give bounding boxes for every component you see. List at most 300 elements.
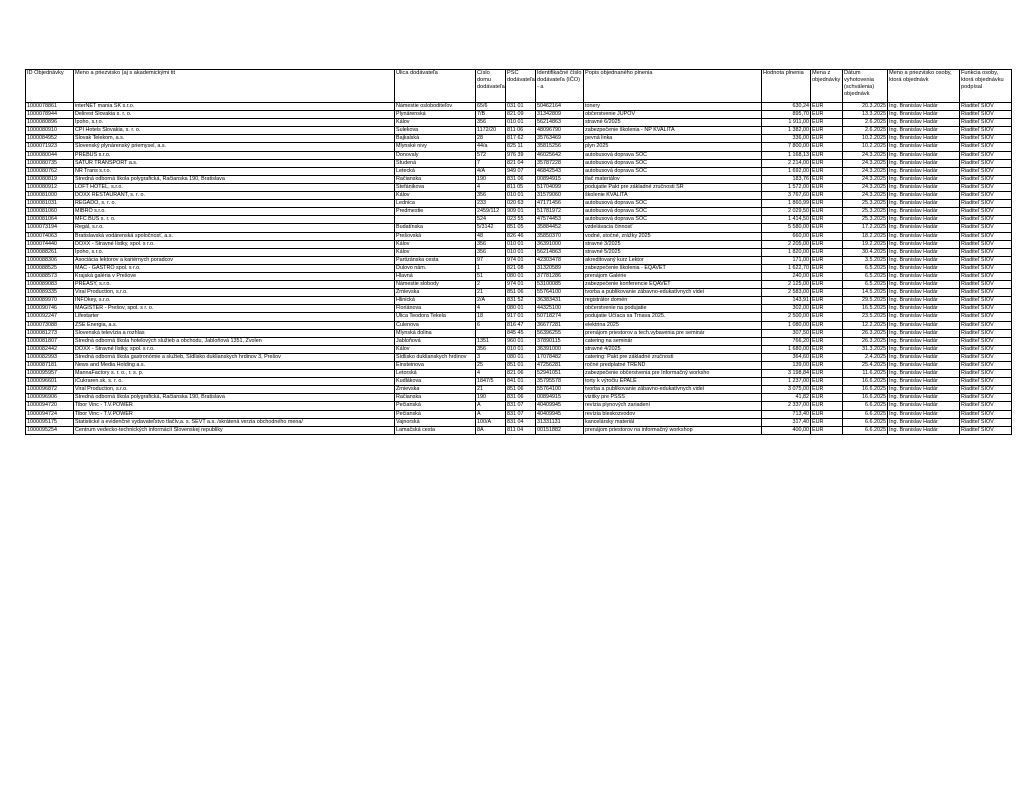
- table-cell: 55764100: [536, 289, 584, 297]
- table-cell: 44/a: [476, 143, 506, 151]
- table-cell: 1000082442: [26, 345, 74, 353]
- table-row: [26, 378, 1012, 386]
- table-cell: Riaditeľ ŠIOV: [960, 103, 1012, 111]
- table-cell: 356: [476, 240, 506, 248]
- table-cell: 1 692,00: [762, 167, 811, 175]
- table-cell: Ing. Branislav Hadár: [888, 192, 960, 200]
- table-cell: 307,50: [762, 329, 811, 337]
- table-cell: 023 55: [506, 216, 536, 224]
- table-cell: 895,70: [762, 111, 811, 119]
- table-cell: vodné, stočné, zrážky 2025: [584, 232, 762, 240]
- table-cell: Ing. Branislav Hadár: [888, 200, 960, 208]
- table-row: [26, 127, 1012, 135]
- table-cell: 1 860,99: [762, 200, 811, 208]
- table-cell: [395, 216, 476, 224]
- table-cell: EUR: [811, 135, 843, 143]
- table-cell: torty k výročiu EPALE: [584, 378, 762, 386]
- table-cell: 317,40: [762, 418, 811, 426]
- table-row: [26, 418, 1012, 426]
- column-header: Mena z objednávky: [811, 70, 843, 103]
- table-cell: EUR: [811, 159, 843, 167]
- table-cell: občerstvenie JUPOV: [584, 111, 762, 119]
- table-cell: EUR: [811, 183, 843, 191]
- table-cell: revízia plynových zariadení: [584, 402, 762, 410]
- table-cell: stravné 5/2025: [584, 248, 762, 256]
- table-cell: revízia bleskozvodov: [584, 410, 762, 418]
- table-cell: 4/A: [476, 167, 506, 175]
- table-row: [26, 345, 1012, 353]
- table-cell: Riaditeľ ŠIOV: [960, 394, 1012, 402]
- table-cell: 1 572,00: [762, 183, 811, 191]
- table-cell: 1000089083: [26, 281, 74, 289]
- table-cell: [476, 329, 506, 337]
- table-row: [26, 135, 1012, 143]
- column-header: Dátum vyhotovenia (schválenia) objednávk: [843, 70, 888, 103]
- table-cell: 851 06: [506, 386, 536, 394]
- table-cell: Riaditeľ ŠIOV: [960, 127, 1012, 135]
- table-cell: 1000081064: [26, 216, 74, 224]
- table-cell: 821 06: [506, 370, 536, 378]
- table-cell: EUR: [811, 370, 843, 378]
- table-cell: pevná linka: [584, 135, 762, 143]
- table-cell: PREBUS s.r.o.: [74, 151, 395, 159]
- table-cell: Ing. Branislav Hadár: [888, 127, 960, 135]
- table-cell: 56214863: [536, 248, 584, 256]
- table-cell: 713,40: [762, 410, 811, 418]
- table-cell: EUR: [811, 167, 843, 175]
- table-cell: 35787228: [536, 159, 584, 167]
- table-cell: 233: [476, 200, 506, 208]
- table-cell: 080 01: [506, 305, 536, 313]
- table-cell: 831 06: [506, 394, 536, 402]
- table-cell: 48: [476, 232, 506, 240]
- table-row: [26, 289, 1012, 297]
- table-cell: 5/3142: [476, 224, 506, 232]
- table-row: [26, 240, 1012, 248]
- table-cell: EUR: [811, 240, 843, 248]
- table-cell: REGADO, s. r. o.: [74, 200, 395, 208]
- table-cell: Ulica Teodora Tekela: [395, 313, 476, 321]
- table-cell: Riaditeľ ŠIOV: [960, 321, 1012, 329]
- table-cell: 1000081060: [26, 208, 74, 216]
- table-cell: 11.6.2025: [843, 370, 888, 378]
- table-cell: 190: [476, 175, 506, 183]
- header-row: [26, 70, 1012, 103]
- table-cell: Ing. Branislav Hadár: [888, 297, 960, 305]
- table-cell: 974 01: [506, 256, 536, 264]
- table-row: [26, 200, 1012, 208]
- table-cell: 16.6.2025: [843, 386, 888, 394]
- table-cell: MAGISTER - Prešov, spol. s r. o.: [74, 305, 395, 313]
- table-cell: 010 01: [506, 192, 536, 200]
- table-cell: Ipoho, s.r.o.: [74, 248, 395, 256]
- table-cell: Šulekova: [395, 127, 476, 135]
- table-cell: 25.3.2025: [843, 216, 888, 224]
- table-cell: EUR: [811, 143, 843, 151]
- orders-table: [25, 69, 1012, 435]
- table-cell: tonery: [584, 103, 762, 111]
- table-cell: Riaditeľ ŠIOV: [960, 216, 1012, 224]
- table-cell: 2 125,00: [762, 281, 811, 289]
- table-cell: 2 205,00: [762, 240, 811, 248]
- table-cell: Centrum vedecko-technických informácií Slovenskej republiky: [74, 426, 395, 434]
- table-cell: vizitky pre PŠSS: [584, 394, 762, 402]
- table-cell: 821 04: [506, 159, 536, 167]
- table-cell: Ing. Branislav Hadár: [888, 167, 960, 175]
- column-header: Ulica dodávateľa: [395, 70, 476, 103]
- table-cell: Riaditeľ ŠIOV: [960, 418, 1012, 426]
- table-row: [26, 256, 1012, 264]
- table-cell: 1 680,00: [762, 345, 811, 353]
- table-cell: EUR: [811, 127, 843, 135]
- table-cell: 17.2.2025: [843, 224, 888, 232]
- table-cell: 31320589: [536, 264, 584, 272]
- table-cell: 1000081273: [26, 329, 74, 337]
- table-cell: PREASY, s.r.o.: [74, 281, 395, 289]
- table-cell: 845 45: [506, 329, 536, 337]
- table-cell: 1000073194: [26, 224, 74, 232]
- table-cell: 1000081000: [26, 192, 74, 200]
- table-cell: 010 01: [506, 240, 536, 248]
- table-cell: Mlynské nivy: [395, 143, 476, 151]
- table-cell: Krajská galéria v Prešove: [74, 272, 395, 280]
- table-cell: 1000071923: [26, 143, 74, 151]
- table-cell: Ing. Branislav Hadár: [888, 216, 960, 224]
- table-cell: Kálov: [395, 248, 476, 256]
- table-cell: Ing. Branislav Hadár: [888, 418, 960, 426]
- table-cell: 811 04: [506, 426, 536, 434]
- table-cell: Riaditeľ ŠIOV: [960, 143, 1012, 151]
- table-cell: 56396255: [536, 329, 584, 337]
- table-cell: Riaditeľ ŠIOV: [960, 272, 1012, 280]
- table-cell: Letorská: [395, 370, 476, 378]
- table-cell: Ing. Branislav Hadár: [888, 111, 960, 119]
- table-cell: 1 168,13: [762, 151, 811, 159]
- table-cell: tlač materiálov: [584, 175, 762, 183]
- table-cell: 4: [476, 305, 506, 313]
- table-cell: Pečianská: [395, 402, 476, 410]
- table-cell: INFOkey, s.r.o.: [74, 297, 395, 305]
- table-row: [26, 167, 1012, 175]
- column-header: Hodnota plnenia: [762, 70, 811, 103]
- table-cell: EUR: [811, 208, 843, 216]
- table-cell: 6.5.2025: [843, 264, 888, 272]
- table-cell: 3 198,84: [762, 370, 811, 378]
- table-cell: 1000095175: [26, 418, 74, 426]
- table-cell: Donovaly: [395, 151, 476, 159]
- table-cell: Vajnorská: [395, 418, 476, 426]
- table-cell: Riaditeľ ŠIOV: [960, 119, 1012, 127]
- table-cell: Viral Production, s.r.o.: [74, 386, 395, 394]
- table-cell: 55764100: [536, 386, 584, 394]
- table-cell: 1000095254: [26, 426, 74, 434]
- table-cell: 190: [476, 394, 506, 402]
- table-row: [26, 119, 1012, 127]
- table-cell: 1000094720: [26, 402, 74, 410]
- table-cell: CPI Hotels Slovakia, s. r. o.: [74, 127, 395, 135]
- table-cell: Štefánikova: [395, 183, 476, 191]
- table-cell: 20.3.2025: [843, 103, 888, 111]
- table-cell: interNET mania SK s.r.o.: [74, 103, 395, 111]
- table-cell: 356: [476, 119, 506, 127]
- table-cell: Račianska: [395, 394, 476, 402]
- table-cell: EUR: [811, 402, 843, 410]
- table-cell: catering: Pakt pre základné zručnosti: [584, 353, 762, 361]
- table-row: [26, 103, 1012, 111]
- table-cell: Štatistické a evidenčné vydavateľstvo tlačív,a. s. ŠEVT a.s. /skrátená verzia obchodného mena/: [74, 418, 395, 426]
- table-cell: 831 52: [506, 297, 536, 305]
- table-cell: Ing. Branislav Hadár: [888, 256, 960, 264]
- table-cell: EUR: [811, 224, 843, 232]
- table-cell: 826 46: [506, 232, 536, 240]
- table-cell: 25.3.2025: [843, 200, 888, 208]
- table-cell: 37781286: [536, 272, 584, 280]
- table-cell: Ing. Branislav Hadár: [888, 345, 960, 353]
- table-cell: 2: [476, 281, 506, 289]
- table-cell: EUR: [811, 232, 843, 240]
- table-cell: 26.3.2025: [843, 329, 888, 337]
- table-cell: EUR: [811, 111, 843, 119]
- table-row: [26, 208, 1012, 216]
- table-cell: 50462164: [536, 103, 584, 111]
- table-cell: Asociácia lektorov a kariérnych poradcov: [74, 256, 395, 264]
- table-cell: 35795578: [536, 378, 584, 386]
- table-cell: 21: [476, 289, 506, 297]
- table-cell: News and Media Holding a.s.: [74, 362, 395, 370]
- table-cell: EUR: [811, 256, 843, 264]
- table-cell: 16.6.2025: [843, 394, 888, 402]
- table-cell: zabezpečenie konferencie EQAVET: [584, 281, 762, 289]
- table-cell: 010 01: [506, 345, 536, 353]
- table-cell: 909 01: [506, 208, 536, 216]
- table-cell: 41,82: [762, 394, 811, 402]
- table-cell: 825 11: [506, 143, 536, 151]
- table-cell: Riaditeľ ŠIOV: [960, 175, 1012, 183]
- table-cell: 46025642: [536, 151, 584, 159]
- table-cell: 40409945: [536, 410, 584, 418]
- table-cell: 1000095957: [26, 370, 74, 378]
- table-cell: 1000080735: [26, 159, 74, 167]
- table-cell: EUR: [811, 362, 843, 370]
- table-row: [26, 386, 1012, 394]
- table-cell: 1000081807: [26, 337, 74, 345]
- table-cell: Hlinická: [395, 297, 476, 305]
- table-cell: Mlynská dolina: [395, 329, 476, 337]
- table-cell: EUR: [811, 192, 843, 200]
- table-cell: 97: [476, 256, 506, 264]
- table-cell: prenájom priestorov na informačný workshop: [584, 426, 762, 434]
- table-cell: 572: [476, 151, 506, 159]
- table-cell: 6.6.2025: [843, 402, 888, 410]
- table-cell: EUR: [811, 151, 843, 159]
- table-cell: Stredná odborná škola polygrafická, Račianska 190, Bratislava: [74, 175, 395, 183]
- table-cell: prenájom Galérie: [584, 272, 762, 280]
- column-header: Meno a priezvisko osoby, ktorá objednávk: [888, 70, 960, 103]
- table-cell: 35815256: [536, 143, 584, 151]
- table-cell: Floriánova: [395, 305, 476, 313]
- table-cell: 6.6.2025: [843, 426, 888, 434]
- table-cell: 23.5.2025: [843, 313, 888, 321]
- table-cell: 1000088525: [26, 264, 74, 272]
- table-cell: Ing. Branislav Hadár: [888, 313, 960, 321]
- table-cell: Ing. Branislav Hadár: [888, 135, 960, 143]
- table-cell: 1000080762: [26, 167, 74, 175]
- table-cell: 7/B: [476, 111, 506, 119]
- table-cell: Riaditeľ ŠIOV: [960, 345, 1012, 353]
- table-cell: Riaditeľ ŠIOV: [960, 111, 1012, 119]
- table-cell: 18.2.2025: [843, 232, 888, 240]
- table-cell: Einsteinova: [395, 362, 476, 370]
- table-row: [26, 143, 1012, 151]
- table-cell: 1351: [476, 337, 506, 345]
- table-cell: stravné 6/2025: [584, 119, 762, 127]
- table-cell: Budatínska: [395, 224, 476, 232]
- table-cell: Riaditeľ ŠIOV: [960, 224, 1012, 232]
- table-cell: 1000096601: [26, 378, 74, 386]
- table-cell: EUR: [811, 272, 843, 280]
- table-cell: 1 911,00: [762, 119, 811, 127]
- table-cell: 2.4.2025: [843, 353, 888, 361]
- table-cell: 31342809: [536, 111, 584, 119]
- table-cell: Ing. Branislav Hadár: [888, 240, 960, 248]
- table-row: [26, 337, 1012, 345]
- table-cell: 16.6.2025: [843, 378, 888, 386]
- table-cell: Ing. Branislav Hadár: [888, 248, 960, 256]
- table-cell: Riaditeľ ŠIOV: [960, 281, 1012, 289]
- table-cell: EUR: [811, 281, 843, 289]
- table-cell: stravné 4/2025: [584, 345, 762, 353]
- table-cell: 630,24: [762, 103, 811, 111]
- table-cell: 8A: [476, 426, 506, 434]
- table-cell: 4: [476, 370, 506, 378]
- table-cell: Lamačská cesta: [395, 426, 476, 434]
- table-cell: 1000092247: [26, 313, 74, 321]
- table-cell: 1000080910: [26, 127, 74, 135]
- table-cell: 4: [476, 183, 506, 191]
- table-cell: Slovenská televízia a rozhlas: [74, 329, 395, 337]
- table-cell: NR Trans s.r.o.: [74, 167, 395, 175]
- table-cell: EUR: [811, 418, 843, 426]
- table-cell: Riaditeľ ŠIOV: [960, 232, 1012, 240]
- table-row: [26, 329, 1012, 337]
- table-row: [26, 426, 1012, 434]
- table-cell: 811 06: [506, 127, 536, 135]
- table-row: [26, 192, 1012, 200]
- table-cell: 6.6.2025: [843, 418, 888, 426]
- table-row: [26, 151, 1012, 159]
- table-cell: 40409945: [536, 402, 584, 410]
- table-cell: 31579060: [536, 192, 584, 200]
- table-row: [26, 321, 1012, 329]
- table-cell: školenie KVALITA: [584, 192, 762, 200]
- table-cell: MannaFactory s. r. o., r. s. p.: [74, 370, 395, 378]
- table-row: [26, 353, 1012, 361]
- table-row: [26, 232, 1012, 240]
- table-cell: 1 080,00: [762, 321, 811, 329]
- table-cell: registrátor domén: [584, 297, 762, 305]
- table-cell: Riaditeľ ŠIOV: [960, 264, 1012, 272]
- table-cell: 1000088261: [26, 248, 74, 256]
- table-cell: Plynárenská: [395, 111, 476, 119]
- table-cell: EUR: [811, 345, 843, 353]
- table-cell: 2 029,50: [762, 208, 811, 216]
- table-cell: A: [476, 402, 506, 410]
- table-cell: Ing. Branislav Hadár: [888, 329, 960, 337]
- table-cell: EUR: [811, 410, 843, 418]
- table-cell: Čulenova: [395, 321, 476, 329]
- table-cell: Pečianská: [395, 410, 476, 418]
- table-cell: ZSE Energia, a.s.: [74, 321, 395, 329]
- table-cell: 46842543: [536, 167, 584, 175]
- table-cell: Riaditeľ ŠIOV: [960, 313, 1012, 321]
- table-cell: 524: [476, 216, 506, 224]
- table-cell: tvorba a publikovanie zábavno-edukatívnych videí: [584, 289, 762, 297]
- table-cell: 1000090746: [26, 305, 74, 313]
- table-row: [26, 224, 1012, 232]
- table-cell: 020 63: [506, 200, 536, 208]
- table-cell: 10.2.2025: [843, 143, 888, 151]
- table-cell: ročné predplatné TREND: [584, 362, 762, 370]
- table-cell: Slovak Telekom, a.s.: [74, 135, 395, 143]
- table-cell: 143,91: [762, 297, 811, 305]
- table-cell: zabezpečenie občerstvenia pre Informačný worksho: [584, 370, 762, 378]
- table-cell: Riaditeľ ŠIOV: [960, 248, 1012, 256]
- table-cell: 14.5.2025: [843, 289, 888, 297]
- table-cell: 1 382,00: [762, 127, 811, 135]
- table-cell: Riaditeľ ŠIOV: [960, 426, 1012, 434]
- table-cell: EUR: [811, 297, 843, 305]
- table-cell: 1000094724: [26, 410, 74, 418]
- table-cell: iCukraren.sk, s. r. o.: [74, 378, 395, 386]
- table-cell: Riaditeľ ŠIOV: [960, 135, 1012, 143]
- table-cell: 29.5.2025: [843, 297, 888, 305]
- table-cell: 1847/5: [476, 378, 506, 386]
- table-cell: Zrnievska: [395, 289, 476, 297]
- table-cell: Riaditeľ ŠIOV: [960, 410, 1012, 418]
- table-cell: 36391000: [536, 240, 584, 248]
- table-cell: Lednica: [395, 200, 476, 208]
- table-cell: 1000080912: [26, 183, 74, 191]
- column-header: Meno a priezvisko (aj s akademickými tit: [74, 70, 395, 103]
- table-cell: Riaditeľ ŠIOV: [960, 362, 1012, 370]
- table-cell: 1172/20: [476, 127, 506, 135]
- table-cell: 2/A: [476, 297, 506, 305]
- table-cell: Kálov: [395, 345, 476, 353]
- table-cell: Ing. Branislav Hadár: [888, 103, 960, 111]
- table-cell: 53100085: [536, 281, 584, 289]
- table-cell: 139,00: [762, 362, 811, 370]
- table-cell: Regál, s.r.o.: [74, 224, 395, 232]
- table-cell: 1000089335: [26, 289, 74, 297]
- table-cell: EUR: [811, 353, 843, 361]
- table-cell: 51: [476, 272, 506, 280]
- table-cell: 6.5.2025: [843, 281, 888, 289]
- table-cell: 3 075,00: [762, 386, 811, 394]
- table-cell: 51704099: [536, 183, 584, 191]
- table-cell: 817 62: [506, 135, 536, 143]
- table-cell: 831 04: [506, 418, 536, 426]
- table-cell: Riaditeľ ŠIOV: [960, 183, 1012, 191]
- table-cell: Ing. Branislav Hadár: [888, 175, 960, 183]
- table-cell: LOFT HOTEL, s.r.o.: [74, 183, 395, 191]
- table-row: [26, 313, 1012, 321]
- table-cell: Stredná odborná škola gastronómie a služieb, Sídlisko duklianskych hrdinov 3, Prešov: [74, 353, 395, 361]
- table-cell: 010 01: [506, 119, 536, 127]
- table-cell: Ing. Branislav Hadár: [888, 289, 960, 297]
- table-cell: 1000073088: [26, 321, 74, 329]
- table-cell: 16.5.2025: [843, 305, 888, 313]
- table-cell: Jabloňová: [395, 337, 476, 345]
